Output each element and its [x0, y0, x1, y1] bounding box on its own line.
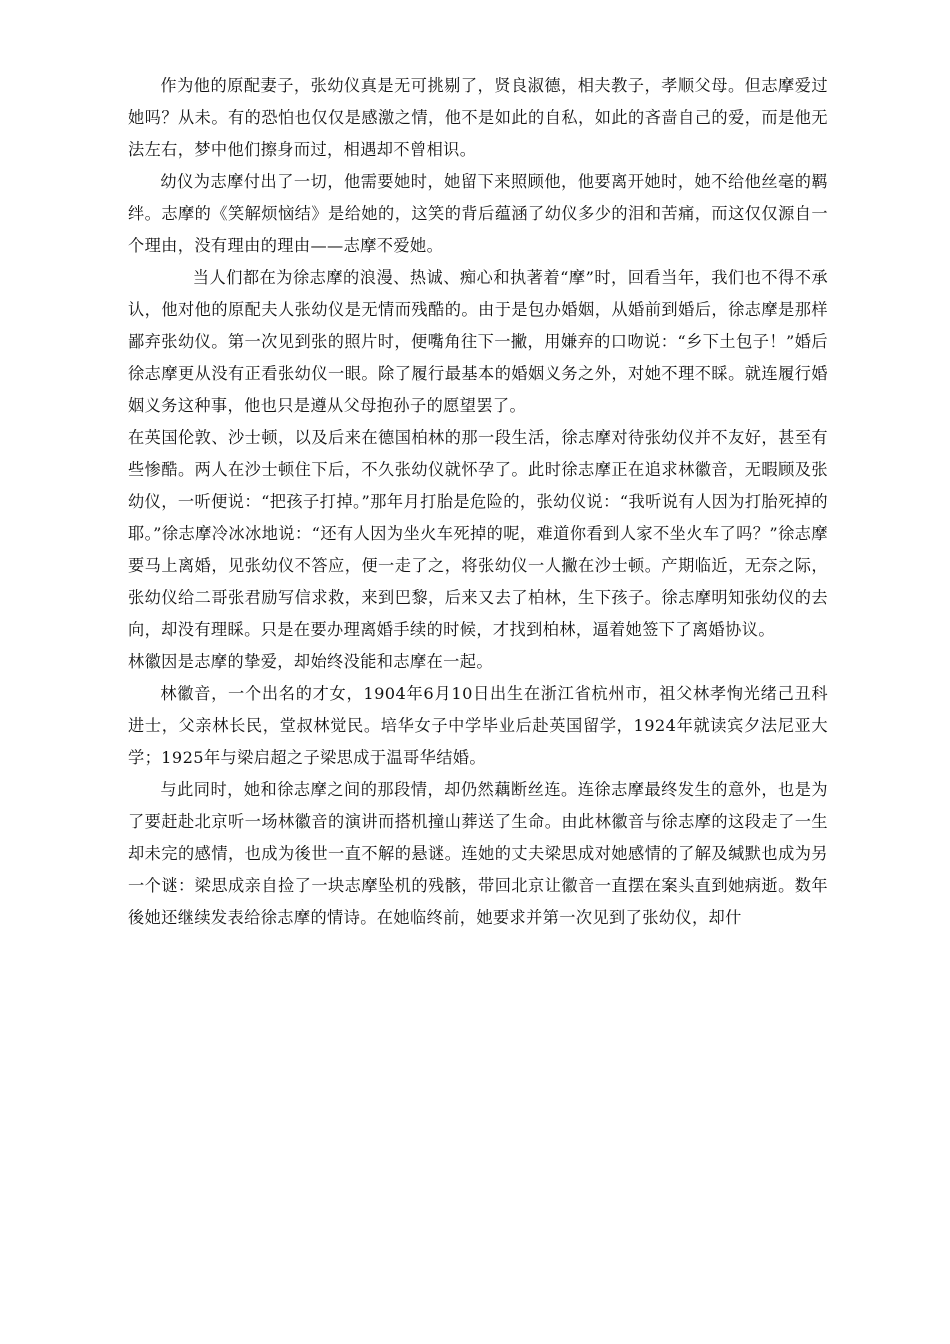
document-body	[128, 70, 828, 934]
paragraph-6: 林徽音，一个出名的才女，1904年6月10日出生在浙江省杭州市，祖父林孝恂光绪己丑科进士，父亲林长民，堂叔林觉民。培华女子中学毕业后赴英国留学，1924年就读宾夕法尼亚大学；1925年与梁启超之子梁思成于温哥华结婚。	[128, 684, 828, 767]
paragraph-7: 与此同时，她和徐志摩之间的那段情，却仍然藕断丝连。连徐志摩最终发生的意外，也是为了要赶赴北京听一场林徽音的演讲而搭机撞山葬送了生命。由此林徽音与徐志摩的这段走了一生却未完的感情，也成为後世一直不解的悬谜。连她的丈夫梁思成对她感情的了解及缄默也成为另一个谜：梁思成亲自捡了一块志摩坠机的残骸，带回北京让徽音一直摆在案头直到她病逝。数年後她还继续发表给徐志摩的情诗。在她临终前，她要求并第一次见到了张幼仪，却什	[128, 780, 828, 927]
paragraph-2: 幼仪为志摩付出了一切，他需要她时，她留下来照顾他，他要离开她时，她不给他丝毫的羁绊。志摩的《笑解烦恼结》是给她的，这笑的背后蕴涵了幼仪多少的泪和苦痛，而这仅仅源自一个理由，没有理由的理由——志摩不爱她。	[128, 172, 828, 255]
paragraph-3: 当人们都在为徐志摩的浪漫、热诚、痴心和执著着“摩”时，回看当年，我们也不得不承认，他对他的原配夫人张幼仪是无情而残酷的。由于是包办婚姻，从婚前到婚后，徐志摩是那样鄙弃张幼仪。第一次见到张的照片时，便嘴角往下一撇，用嫌弃的口吻说：“乡下土包子！”婚后徐志摩更从没有正看张幼仪一眼。除了履行最基本的婚姻义务之外，对她不理不睬。就连履行婚姻义务这种事，他也只是遵从父母抱孙子的愿望罢了。	[128, 268, 828, 415]
paragraph-5: 林徽因是志摩的挚爱，却始终没能和志摩在一起。	[128, 652, 493, 671]
paragraph-1: 作为他的原配妻子，张幼仪真是无可挑剔了，贤良淑德，相夫教子，孝顺父母。但志摩爱过她吗？从未。有的恐怕也仅仅是感激之情，他不是如此的自私，如此的吝啬自己的爱，而是他无法左右，梦中他们擦身而过，相遇却不曾相识。	[128, 76, 828, 159]
paragraph-4: 在英国伦敦、沙士顿，以及后来在德国柏林的那一段生活，徐志摩对待张幼仪并不友好，甚至有些惨酷。两人在沙士顿住下后，不久张幼仪就怀孕了。此时徐志摩正在追求林徽音，无暇顾及张幼仪，一听便说：“把孩子打掉。”那年月打胎是危险的，张幼仪说：“我听说有人因为打胎死掉的耶。”徐志摩冷冰冰地说：“还有人因为坐火车死掉的呢，难道你看到人家不坐火车了吗？”徐志摩要马上离婚，见张幼仪不答应，便一走了之，将张幼仪一人撇在沙士顿。产期临近，无奈之际，张幼仪给二哥张君励写信求救，来到巴黎，后来又去了柏林，生下孩子。徐志摩明知张幼仪的去向，却没有理睬。只是在要办理离婚手续的时候，才找到柏林，逼着她签下了离婚协议。	[128, 428, 828, 639]
